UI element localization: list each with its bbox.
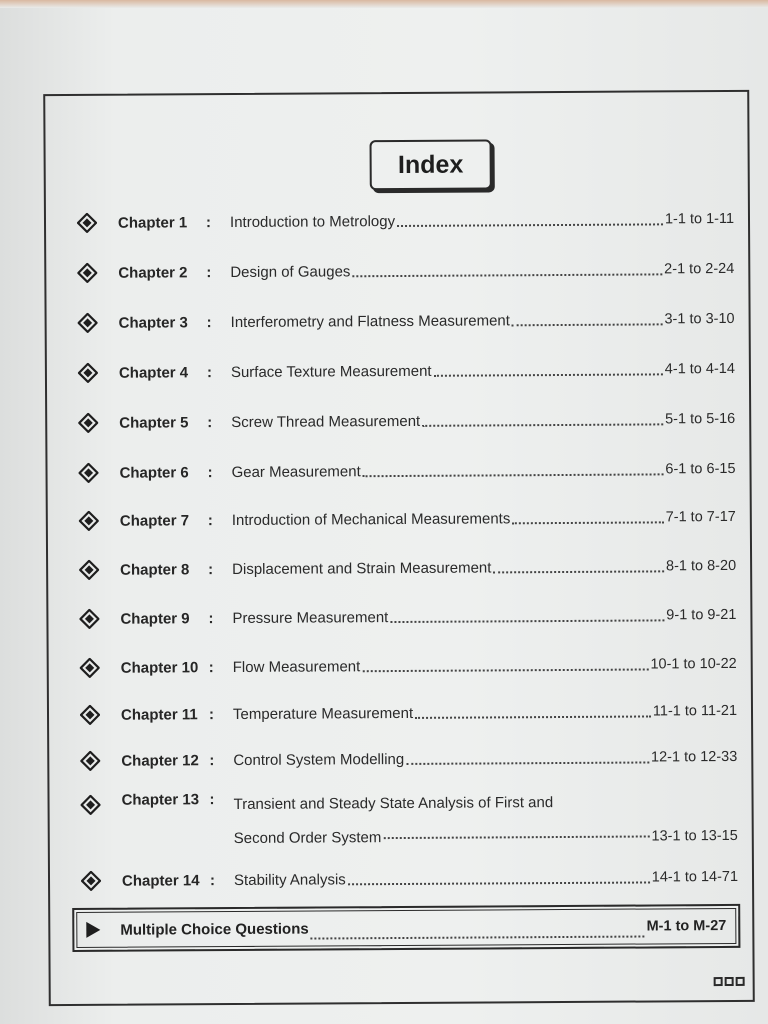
chapter-label: Chapter 1 [117,213,188,232]
leader-dots [363,472,664,477]
index-entry [74,206,738,236]
chapter-label: Chapter 2 [118,263,188,282]
mcq-pages: M-1 to M-27 [646,918,727,935]
separator: : [209,751,215,769]
document-page [0,8,768,1024]
separator: : [206,263,212,281]
chapter-title: Flow Measurement [232,657,361,676]
page-title: Index [370,139,492,190]
diamond-bullet-icon [77,792,103,818]
chapter-label: Chapter 9 [120,609,190,628]
leader-dots [512,322,663,326]
diamond-bullet-icon [77,702,103,728]
index-entry [76,602,740,632]
chapter-title: Interferometry and Flatness Measurement [230,311,510,331]
chapter-label: Chapter 11 [120,705,198,724]
diamond-bullet-icon [77,748,103,774]
chapter-label: Chapter 5 [119,413,189,432]
leader-dots [390,618,664,623]
leader-dots [362,667,648,672]
leader-dots [352,272,662,277]
separator: : [207,413,213,431]
chapter-title: Displacement and Strain Measurement [232,558,492,578]
chapter-pages: 4-1 to 4-14 [664,360,735,378]
end-squares-icon [714,977,745,986]
index-frame [43,90,755,1006]
index-entry [76,504,740,534]
diamond-bullet-icon [74,260,100,286]
chapter-title: Gear Measurement [231,462,361,481]
separator: : [206,363,212,381]
diamond-bullet-icon [77,655,103,681]
index-entry [75,306,739,336]
leader-dots [512,520,663,524]
index-entry [77,744,741,774]
separator: : [205,213,212,231]
chapter-label: Chapter 4 [118,363,189,382]
index-entry [77,788,741,848]
chapter-label: Chapter 13 [121,791,200,809]
chapter-pages: 1-1 to 1-11 [664,210,735,228]
diamond-bullet-icon [75,410,101,436]
diamond-bullet-icon [75,310,101,336]
chapter-title: Pressure Measurement [232,608,389,627]
diamond-bullet-icon [76,606,102,632]
diamond-bullet-icon [78,868,104,894]
chapter-pages: 9-1 to 9-21 [666,606,737,624]
chapter-title: Introduction of Mechanical Measurements [231,509,511,529]
separator: : [207,511,213,529]
chapter-pages: 3-1 to 3-10 [664,310,735,328]
diamond-bullet-icon [75,460,101,486]
chapter-pages: 10-1 to 10-22 [650,655,737,673]
diamond-bullet-icon [74,210,100,236]
photo-top-edge [0,0,768,8]
index-entry [75,356,739,386]
chapter-pages: 8-1 to 8-20 [665,557,737,575]
leader-dots [493,569,664,573]
leader-dots [422,422,663,426]
index-entry [74,256,738,286]
separator: : [209,871,216,889]
index-entry [77,698,741,728]
chapter-title-line2: Second Order System [233,829,382,848]
chapter-label: Chapter 3 [118,313,188,332]
chapter-label: Chapter 8 [120,560,190,579]
index-entry [78,864,742,894]
diamond-bullet-icon [76,557,102,583]
chapter-title: Screw Thread Measurement [231,412,421,431]
chapter-pages: 2-1 to 2-24 [664,260,735,278]
leader-dots [311,935,645,940]
chapter-title: Introduction to Metrology [229,212,396,231]
chapter-pages: 12-1 to 12-33 [650,748,738,766]
chapter-title: Transient and Steady State Analysis of First and [233,793,554,813]
chapter-title: Temperature Measurement [232,704,414,723]
leader-dots [348,880,650,885]
leader-dots [434,372,663,376]
separator: : [209,791,215,809]
index-entry [75,406,739,436]
index-entry [76,553,740,583]
chapter-title: Stability Analysis [233,870,346,889]
play-arrow-icon [86,922,100,938]
chapter-pages: 6-1 to 6-15 [665,460,736,478]
leader-dots [415,714,651,718]
separator: : [208,560,214,578]
chapter-pages: 13-1 to 13-15 [651,827,738,845]
chapter-label: Chapter 7 [119,511,190,530]
index-entry [75,456,739,486]
separator: : [208,658,214,676]
separator: : [207,463,213,481]
leader-dots [397,222,663,227]
leader-dots [406,760,649,764]
separator: : [208,609,214,627]
separator: : [206,313,212,331]
chapter-title: Surface Texture Measurement [230,362,432,381]
chapter-pages: 7-1 to 7-17 [665,508,736,526]
chapter-title: Control System Modelling [233,750,405,769]
diamond-bullet-icon [76,508,102,534]
chapter-label: Chapter 14 [121,871,200,890]
chapter-title: Design of Gauges [230,262,351,281]
chapter-pages: 5-1 to 5-16 [665,410,736,428]
chapter-label: Chapter 12 [121,751,199,770]
mcq-title: Multiple Choice Questions [120,920,309,939]
chapter-label: Chapter 6 [119,463,189,482]
separator: : [208,705,215,723]
chapter-pages: 11-1 to 11-21 [652,702,738,720]
chapter-label: Chapter 10 [120,658,199,677]
chapter-pages: 14-1 to 14-71 [651,868,739,886]
diamond-bullet-icon [75,360,101,386]
index-entry [77,651,741,681]
mcq-entry [72,904,740,952]
leader-dots [383,834,649,839]
